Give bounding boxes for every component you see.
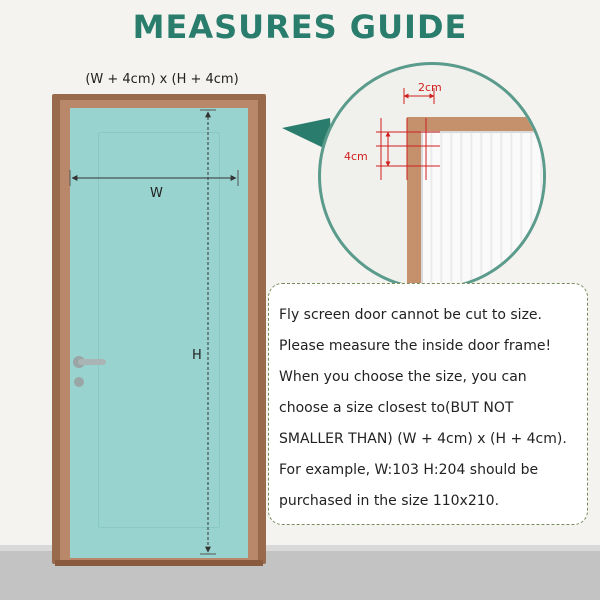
page-title: MEASURES GUIDE [132,8,468,46]
note-line: SMALLER THAN) (W + 4cm) x (H + 4cm). [279,431,567,447]
note-line: For example, W:103 H:204 should be [279,462,539,478]
note-line: choose a size closest to(BUT NOT [279,400,514,416]
zoom-2cm-label: 2cm [418,81,442,94]
note-line: Fly screen door cannot be cut to size. [279,307,542,323]
note-line: purchased in the size 110x210. [279,493,500,509]
instructions-note [268,283,588,525]
height-label: H [192,348,202,363]
note-line: Please measure the inside door frame! [279,338,552,354]
size-formula-label: (W + 4cm) x (H + 4cm) [85,72,239,87]
note-line: When you choose the size, you can [279,369,527,385]
width-label: W [150,186,163,201]
zoom-4cm-label: 4cm [344,150,368,163]
